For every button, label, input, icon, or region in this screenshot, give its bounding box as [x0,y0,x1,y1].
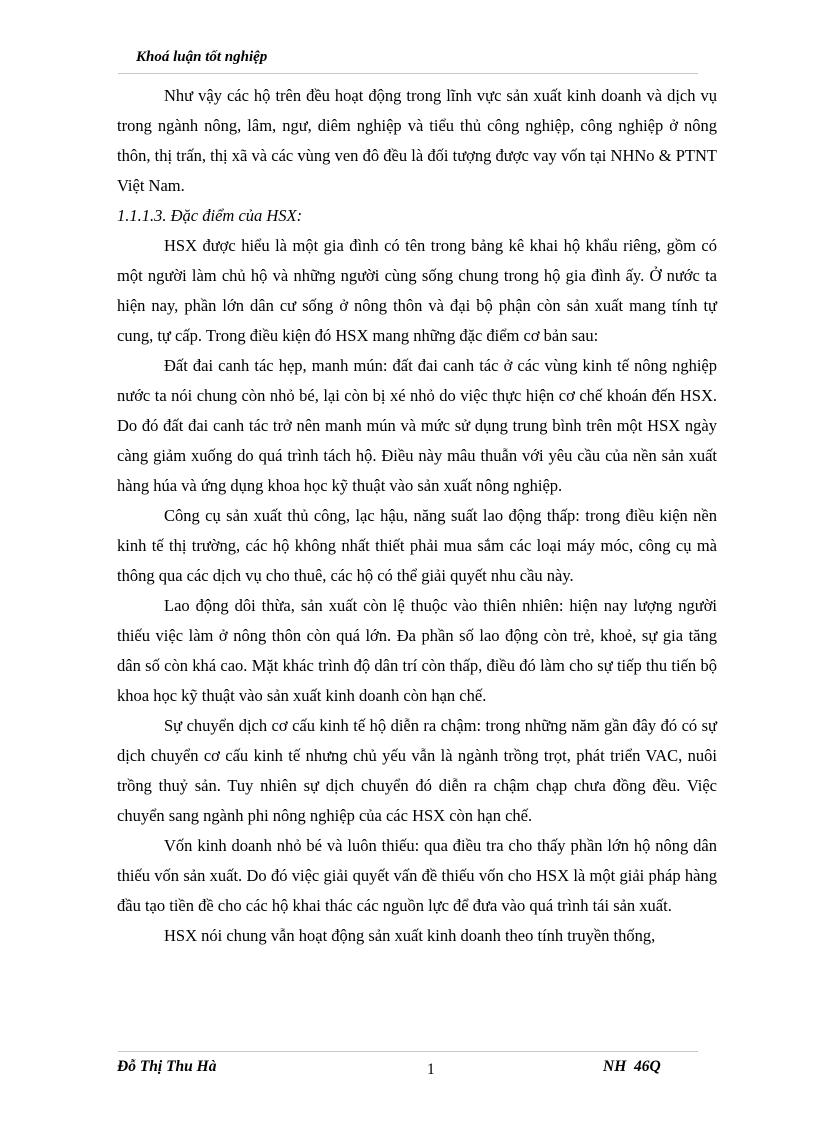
body-paragraph: HSX nói chung vẫn hoạt động sản xuất kinh doanh theo tính truyền thống, [164,926,656,945]
document-body [117,81,717,951]
body-paragraph: Sự chuyển dịch cơ cấu kinh tế hộ diễn ra chậm: trong những năm gần đây đó có sự dịch chuyển cơ cấu kinh tế nhưng chủ yếu vẫn là ngành trồng trọt, phát triển VAC, nuôi trồng thuỷ sản. Tuy nhiên sự dịch chuyển đó diễn ra chậm chạp chưa đồng đều. Việc chuyển sang ngành phi nông nghiệp của các HSX còn hạn chế. [117,716,717,825]
body-paragraph: Công cụ sản xuất thủ công, lạc hậu, năng suất lao động thấp: trong điều kiện nền kinh tế thị trường, các hộ không nhất thiết phải mua sắm các loại máy móc, công cụ mà thông qua các dịch vụ cho thuê, các hộ có thể giải quyết nhu cầu này. [117,506,717,585]
section-heading: 1.1.1.3. Đặc điểm của HSX: [117,206,303,225]
page-header-title: Khoá luận tốt nghiệp [136,49,268,65]
intro-paragraph: Như vậy các hộ trên đều hoạt động trong lĩnh vực sản xuất kinh doanh và dịch vụ trong ngành nông, lâm, ngư, diêm nghiệp và tiểu thủ công nghiệp, công nghiệp ở nông thôn, thị trấn, thị xã và các vùng ven đô đều là đối tượng được vay vốn tại NHNo & PTNT Việt Nam. [117,86,717,195]
body-paragraph: HSX được hiểu là một gia đình có tên trong bảng kê khai hộ khẩu riêng, gồm có một người làm chủ hộ và những người cùng sống chung trong hộ gia đình ấy. Ở nước ta hiện nay, phần lớn dân cư sống ở nông thôn và đại bộ phận còn sản xuất mang tính tự cung, tự cấp. Trong điều kiện đó HSX mang những đặc điểm cơ bản sau: [117,236,717,345]
body-paragraph: Lao động dôi thừa, sản xuất còn lệ thuộc vào thiên nhiên: hiện nay lượng người thiếu việc làm ở nông thôn còn quá lớn. Đa phần số lao động còn trẻ, khoẻ, sự gia tăng dân số còn khá cao. Mặt khác trình độ dân trí còn thấp, điều đó làm cho sự tiếp thu tiến bộ khoa học kỹ thuật vào sản xuất kinh doanh còn hạn chế. [117,596,717,705]
header-divider [118,73,698,74]
body-paragraph: Vốn kinh doanh nhỏ bé và luôn thiếu: qua điều tra cho thấy phần lớn hộ nông dân thiếu vốn sản xuất. Do đó việc giải quyết vấn đề thiếu vốn cho HSX là một giải pháp hàng đầu tạo tiền đề cho các hộ khai thác các nguồn lực để đưa vào quá trình tái sản xuất. [117,836,717,915]
footer-divider [118,1051,698,1052]
footer-author: Đỗ Thị Thu Hà [117,1058,217,1075]
body-paragraph: Đất đai canh tác hẹp, manh mún: đất đai canh tác ở các vùng kinh tế nông nghiệp nước ta nói chung còn nhỏ bé, lại còn bị xé nhỏ do việc thực hiện cơ chế khoán đến HSX. Do đó đất đai canh tác trở nên manh mún và mức sử dụng trung bình trên một HSX ngày càng giảm xuống do quá trình tách hộ. Điều này mâu thuẫn với yêu cầu của nền sản xuất hàng húa và ứng dụng khoa học kỹ thuật vào sản xuất nông nghiệp. [117,356,717,495]
footer-code: NH 46Q [603,1058,661,1075]
page-number: 1 [427,1061,435,1078]
